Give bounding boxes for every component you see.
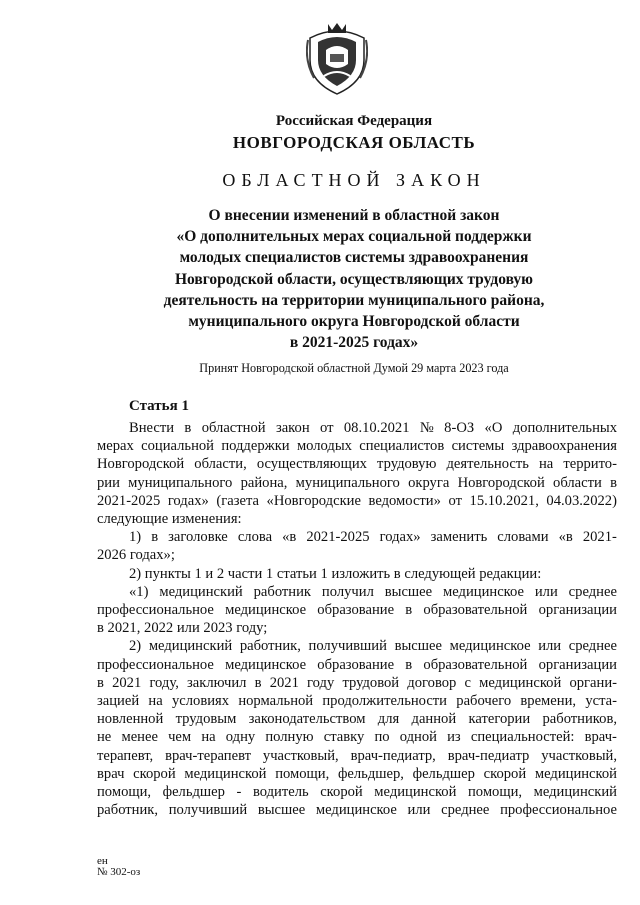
- title-line: деятельность на территории муниципального района,: [163, 291, 545, 309]
- title-line: Новгородской области, осуществляющих трудовую: [174, 270, 534, 288]
- adoption-note: Принят Новгородской областной Думой 29 марта 2023 года: [199, 361, 509, 375]
- document-type: ОБЛАСТНОЙ ЗАКОН: [222, 170, 486, 190]
- body-line: профессиональное медицинское образование в образовательной организации: [97, 602, 617, 619]
- body-line: работник, получивший высшее медицинское или среднее профессиональное: [97, 802, 617, 819]
- body-line: 2) медицинский работник, получивший высшее медицинское или среднее: [129, 638, 617, 655]
- body-line: не менее чем на одну полную ставку по одной из специальностей: врач-: [97, 729, 617, 746]
- title-line: молодых специалистов системы здравоохранения: [179, 249, 529, 267]
- title-line: в 2021-2025 годах»: [289, 334, 419, 352]
- body-line: в 2021 году, заключил в 2021 году трудовой договор с медицинской органи-: [97, 674, 617, 691]
- body-line: 1) в заголовке слова «в 2021-2025 годах» заменить словами «в 2021-: [129, 529, 617, 546]
- title-line: О внесении изменений в областной закон: [208, 207, 500, 224]
- body-line: терапевт, врач-терапевт участковый, врач-педиатр, врач-педиатр участковый,: [97, 747, 617, 764]
- country-name: Российская Федерация: [275, 113, 433, 129]
- region-name: НОВГОРОДСКАЯ ОБЛАСТЬ: [232, 133, 476, 152]
- title-line: «О дополнительных мерах социальной поддержки: [176, 228, 532, 246]
- body-line: «1) медицинский работник получил высшее медицинское или среднее: [129, 583, 617, 600]
- footer-number: № 302-оз: [97, 866, 141, 878]
- article-body: [97, 419, 617, 819]
- body-line: мерах социальной поддержки молодых специалистов системы здравоохранения: [97, 438, 617, 455]
- coat-of-arms-emblem: [306, 20, 368, 96]
- body-line: Новгородской области, осуществляющих трудовую деятельность на террито-: [97, 456, 617, 473]
- body-line: помощи, фельдшер - водитель скорой медицинской помощи, медицинский: [97, 784, 617, 801]
- body-line: в 2021, 2022 или 2023 году;: [97, 620, 268, 637]
- body-line: 2) пункты 1 и 2 части 1 статьи 1 изложить в следующей редакции:: [129, 565, 542, 582]
- body-line: зацией на условиях нормальной продолжительности рабочего времени, уста-: [97, 693, 617, 710]
- body-line: рии муниципального района, муниципального округа Новгородской области в: [97, 474, 617, 491]
- body-line: новленной трудовым законодательством для данной категории работников,: [97, 711, 617, 728]
- body-line: 2026 годах»;: [97, 547, 175, 564]
- body-line: профессиональное медицинское образование в образовательной организации: [97, 656, 617, 673]
- footer-initials: ен: [97, 855, 108, 867]
- body-line: Внести в областной закон от 08.10.2021 № 8-ОЗ «О дополнительных: [129, 420, 617, 436]
- title-line: муниципального округа Новгородской области: [188, 313, 520, 331]
- body-line: врач скорой медицинской помощи, фельдшер, фельдшер скорой медицинской: [97, 765, 617, 782]
- footer: [97, 856, 140, 878]
- body-line: следующие изменения:: [97, 511, 242, 528]
- article-heading: Статья 1: [129, 398, 189, 414]
- law-title: [34, 205, 640, 353]
- body-line: 2021-2025 годах» (газета «Новгородские ведомости» от 15.10.2021, 04.03.2022): [97, 492, 617, 509]
